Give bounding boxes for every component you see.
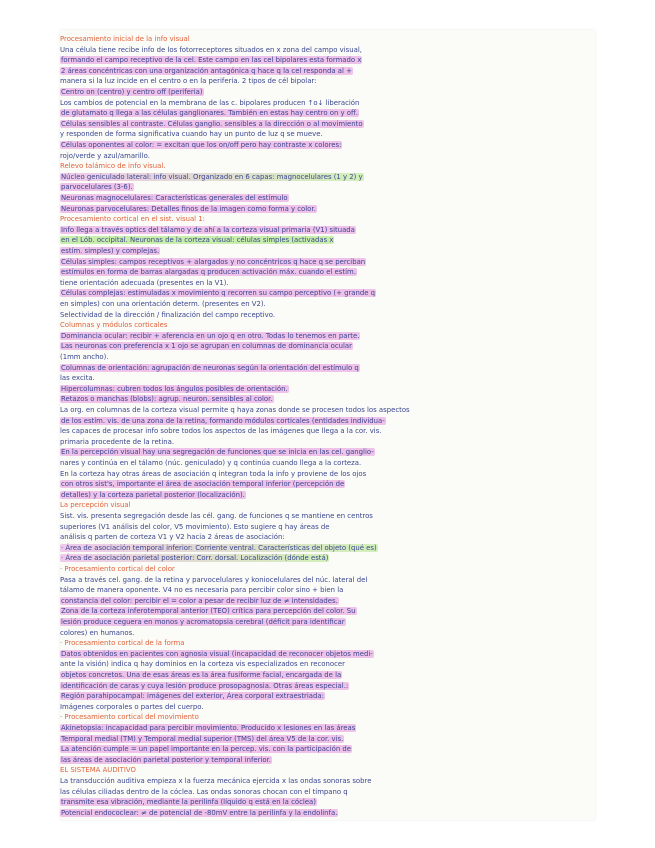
- note-line-text: (1mm ancho).: [60, 353, 109, 361]
- note-line-text: · Área de asociación parietal posterior: Corr. dorsal. Localización (dónde está): [61, 554, 329, 563]
- note-line: [60, 649, 595, 660]
- note-line-text: Los cambios de potencial en la membrana de las c. bipolares producen ↑o↓ liberación: [60, 98, 360, 107]
- note-line: [60, 606, 595, 617]
- note-line-text: Temporal medial (TM) y Temporal medial superior (TMS) del área V5 de la cor. vis.: [61, 734, 344, 743]
- note-line-text: Dominancia ocular: recibir + aferencia en un ojo q en otro. Todas lo tenemos en parte.: [61, 331, 360, 340]
- note-line-text: de glutamato q llega a las células ganglionares. También en estas hay centro on y off.: [61, 109, 358, 118]
- section-heading: [60, 320, 595, 331]
- note-line: [60, 532, 595, 543]
- note-line-text: formando el campo receptivo de la cel. Este campo en las cel bipolares esta formado x: [61, 56, 362, 65]
- note-line: [60, 416, 595, 427]
- note-line: [60, 235, 595, 246]
- note-line-text: Columnas de orientación: agrupación de neuronas según la orientación del estímulo q: [61, 363, 359, 372]
- note-line-text: Región parahipocampal: imágenes del exterior, Área corporal extraestriada:: [61, 692, 324, 701]
- note-line-text: identificación de caras y cuya lesión produce prosopagnosia. Otras áreas especial.:: [61, 681, 349, 690]
- note-line-text: de los estím. vis. de una zona de la retina, formando módulos corticales (entidades individua-: [61, 416, 385, 425]
- note-line: [60, 363, 595, 374]
- note-line-text: las excita.: [60, 374, 95, 383]
- note-line-text: transmite esa vibración, mediante la perilinfa (líquido q está en la cóclea): [61, 798, 316, 807]
- note-line: [60, 776, 595, 787]
- note-line-text: Akinetopsia: incapacidad para percibir movimiento. Producido x lesiones en las áreas: [61, 724, 356, 732]
- note-line: [60, 108, 595, 119]
- note-line-text: lesión produce ceguera en monos y acromatopsia cerebral (déficit para identificar: [61, 618, 345, 626]
- note-line: [60, 66, 595, 77]
- note-line: [60, 76, 595, 87]
- note-line-text: En la corteza hay otras áreas de asociación q integran toda la info y proviene de los ojos: [60, 469, 367, 478]
- note-line-text: Potencial endococlear: ≠ de potencial de -80mV entre la perilinfa y la endolinfa.: [61, 808, 338, 817]
- note-line: [60, 670, 595, 681]
- note-line: [60, 437, 595, 448]
- note-line-text: Relevo talámico de info visual.: [60, 162, 166, 171]
- note-line: [60, 405, 595, 416]
- note-line-text: La org. en columnas de la corteza visual permite q haya zonas donde se procesen todos los aspectos: [60, 406, 410, 414]
- note-line: [60, 797, 595, 808]
- note-line: [60, 575, 595, 586]
- note-line: [60, 553, 595, 564]
- note-line-text: 2 áreas concéntricas con una organización antagónica q hace q la cel responda al +: [61, 66, 352, 75]
- note-line-text: · Procesamiento cortical del movimiento: [60, 713, 199, 722]
- section-heading: [60, 214, 595, 225]
- note-line-text: · Procesamiento cortical de la forma: [60, 639, 185, 648]
- note-line-text: objetos concretos. Una de esas áreas es la área fusiforme facial, encargada de la: [61, 671, 342, 679]
- note-line: [60, 341, 595, 352]
- note-line: [60, 331, 595, 342]
- note-line: [60, 151, 595, 162]
- note-line-text: tálamo de manera oponente. V4 no es necesaria para percibir color sino + bien la: [60, 586, 344, 595]
- note-line-text: parvocelulares (3-6).: [61, 183, 133, 192]
- note-line-text: Procesamiento inicial de la info visual: [60, 35, 190, 43]
- note-line: [60, 596, 595, 607]
- note-line: [60, 310, 595, 321]
- note-line-text: Retazos o manchas (blobs): agrup. neuron. sensibles al color.: [61, 395, 273, 404]
- note-line-text: colores) en humanos.: [60, 628, 135, 637]
- note-line: [60, 267, 595, 278]
- note-line-text: les capaces de procesar info sobre todos los aspectos de las imágenes que llega a la cor. vis.: [60, 427, 382, 436]
- note-line-text: manera si la luz incide en el centro o en la periferia. 2 tipos de cél bipolar:: [60, 77, 317, 86]
- section-heading: [60, 34, 595, 45]
- note-line: [60, 140, 595, 151]
- note-line-text: La atención cumple = un papel importante en la percep. vis. con la participación de: [61, 745, 352, 754]
- note-line: [60, 543, 595, 554]
- note-line-text: Neuronas parvocelulares: Detalles finos de la imagen como forma y color.: [61, 204, 316, 213]
- note-line-text: Info llega a través optics del tálamo y de ahí a la corteza visual primaria (V1) situada: [61, 225, 355, 234]
- note-line: [60, 55, 595, 66]
- note-line: [60, 299, 595, 310]
- note-line: [60, 257, 595, 268]
- note-line: [60, 394, 595, 405]
- note-line-text: rojo/verde y azul/amarillo.: [60, 151, 150, 160]
- note-line-text: Células oponentes al color: = excitan que los on/off pero hay contraste x colores:: [61, 141, 342, 149]
- note-line: [60, 755, 595, 766]
- note-line: [60, 87, 595, 98]
- note-line: [60, 373, 595, 384]
- note-line: [60, 628, 595, 639]
- note-line: [60, 659, 595, 670]
- note-line-text: Centro on (centro) y centro off (periferia): [61, 88, 203, 96]
- section-heading: [60, 161, 595, 172]
- note-line-text: Células complejas: estimuladas x movimiento q recorren su campo perceptivo (+ grande q: [61, 289, 376, 298]
- note-line: [60, 469, 595, 480]
- note-line: [60, 426, 595, 437]
- note-line: [60, 702, 595, 713]
- note-line: [60, 479, 595, 490]
- note-line-text: Neuronas magnocelulares: Características generales del estímulo: [61, 194, 288, 202]
- note-line-text: las células ciliadas dentro de la cóclea. Las ondas sonoras chocan con el tímpano q: [60, 787, 348, 796]
- note-line-text: con otros sist's, importante el área de asociación temporal inferior (percepción de: [61, 480, 345, 489]
- note-line-text: Datos obtenidos en pacientes con agnosia visual (incapacidad de reconocer objetos medi-: [61, 649, 373, 658]
- note-line: [60, 681, 595, 692]
- note-line: [60, 511, 595, 522]
- note-line: [60, 288, 595, 299]
- note-line: [60, 458, 595, 469]
- notes-page: [60, 30, 595, 820]
- note-line: [60, 617, 595, 628]
- note-line-text: Selectividad de la dirección / finalización del campo receptivo.: [60, 310, 276, 319]
- note-line-text: EL SISTEMA AUDITIVO: [60, 766, 136, 775]
- note-line: [60, 808, 595, 819]
- note-line: [60, 182, 595, 193]
- note-line: [60, 352, 595, 363]
- note-line: [60, 744, 595, 755]
- note-line: [60, 225, 595, 236]
- note-line-text: Sist. vis. presenta segregación desde las cél. gang. de funciones q se mantiene en centros: [60, 512, 373, 520]
- note-line-text: Columnas y módulos corticales: [60, 321, 168, 330]
- note-line: [60, 787, 595, 798]
- note-line: [60, 246, 595, 257]
- note-line: [60, 278, 595, 289]
- note-line: [60, 45, 595, 56]
- note-line: [60, 522, 595, 533]
- note-line: [60, 193, 595, 204]
- note-line-text: · Procesamiento cortical del color: [60, 565, 175, 573]
- note-line-text: constancia del color: percibir el = color a pesar de recibir luz de ≠ intensidades.: [61, 596, 338, 605]
- note-line: [60, 129, 595, 140]
- section-heading: [60, 564, 595, 575]
- note-line-text: detalles) y la corteza parietal posterior (localización).: [61, 490, 245, 499]
- note-line: [60, 734, 595, 745]
- note-line-text: La transducción auditiva empieza x la fuerza mecánica ejercida x las ondas sonoras sobre: [60, 777, 372, 785]
- note-line-text: · Área de asociación temporal inferior: Corriente ventral. Características del objeto (qué es): [61, 543, 377, 552]
- section-heading: [60, 712, 595, 723]
- note-line-text: análisis q parten de corteza V1 y V2 hacia 2 áreas de asociación:: [60, 533, 285, 542]
- note-line-text: estímulos en forma de barras alargadas q producen activación máx. cuando el estím.: [61, 268, 356, 277]
- note-line: [60, 447, 595, 458]
- note-line: [60, 204, 595, 215]
- note-line: [60, 585, 595, 596]
- section-heading: [60, 638, 595, 649]
- note-line: [60, 119, 595, 130]
- note-line-text: y responden de forma significativa cuando hay un punto de luz q se mueve.: [60, 130, 323, 139]
- note-line-text: las áreas de asociación parietal posterior y temporal inferior.: [61, 755, 271, 764]
- note-line-text: en simples) con una orientación determ. (presentes en V2).: [60, 300, 266, 308]
- note-line-text: Imágenes corporales o partes del cuerpo.: [60, 702, 204, 711]
- note-line-text: Zona de la corteza inferotemporal anterior (TEO) crítica para percepción del color. Su: [61, 607, 356, 616]
- note-line: [60, 723, 595, 734]
- note-line-text: Células sensibles al contraste. Células ganglio. sensibles a la dirección o al movimiento: [61, 119, 363, 128]
- note-line: [60, 172, 595, 183]
- note-line-text: superiores (V1 análisis del color, V5 movimiento). Esto sugiere q hay áreas de: [60, 522, 330, 531]
- note-line-text: Pasa a través cel. gang. de la retina y parvocelulares y koniocelulares del núc. lateral del: [60, 575, 368, 584]
- note-line-text: tiene orientación adecuada (presentes en la V1).: [60, 278, 229, 287]
- note-line-text: ante la visión) indica q hay dominios en la corteza vis especializados en reconocer: [60, 660, 345, 669]
- note-line-text: Las neuronas con preferencia x 1 ojo se agrupan en columnas de dominancia ocular: [61, 342, 352, 351]
- note-line: [60, 384, 595, 395]
- note-line-text: Núcleo geniculado lateral: info visual. Organizado en 6 capas: magnocelulares (1 y 2) y: [61, 172, 363, 181]
- section-heading: [60, 500, 595, 511]
- note-line-text: nares y continúa en el tálamo (núc. geniculado) y q continúa cuando llega a la corteza.: [60, 459, 362, 467]
- note-line: [60, 98, 595, 109]
- notes-body: [60, 30, 595, 820]
- note-line: [60, 490, 595, 501]
- section-heading: [60, 765, 595, 776]
- note-line-text: La percepción visual: [60, 501, 131, 510]
- note-line-text: Una célula tiene recibe info de los fotorreceptores situados en x zona del campo visual,: [60, 45, 362, 54]
- note-line-text: Células simples: campos receptivos + alargados y no concéntricos q hace q se perciban: [61, 257, 366, 266]
- note-line-text: en el Lób. occipital. Neuronas de la corteza visual: células simples (activadas x: [61, 236, 334, 245]
- note-line: [60, 691, 595, 702]
- note-line-text: Hipercolumnas: cubren todos los ángulos posibles de orientación.: [61, 384, 288, 393]
- note-line-text: primaria procedente de la retina.: [60, 437, 175, 446]
- note-line-text: estím. simples) y complejas.: [61, 247, 160, 255]
- note-line-text: Procesamiento cortical en el sist. visual 1:: [60, 215, 205, 224]
- note-line-text: En la percepción visual hay una segregación de funciones que se inicia en las cel. ganglio-: [61, 448, 374, 457]
